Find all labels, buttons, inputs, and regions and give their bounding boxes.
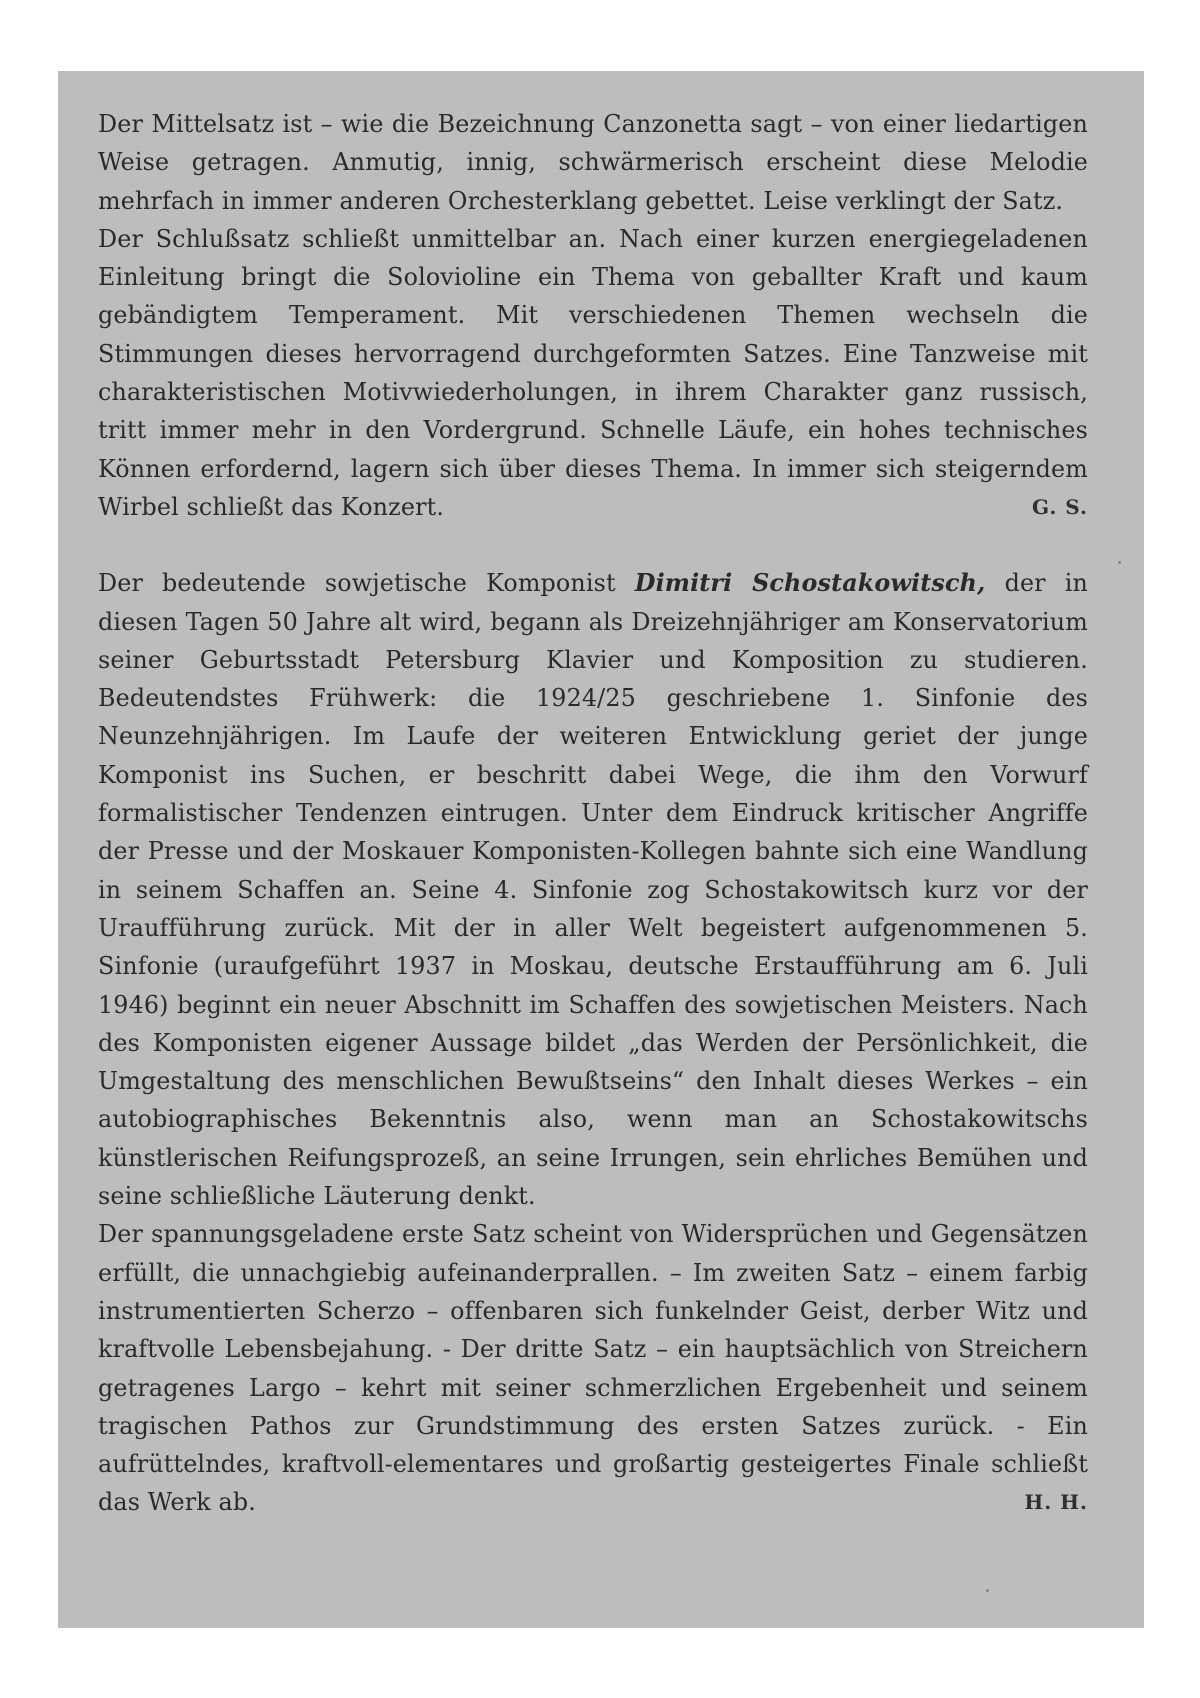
section-divider-space	[98, 526, 1088, 564]
paragraph-sinfonie-saetze-text: Der spannungsgeladene erste Satz scheint von Widersprüchen und Gegensätzen erfüllt, die unnachgiebig aufeinanderprallen. – Im zweiten Satz – einem farbig instrumentierten Scherzo – offenbaren sich funkelnder Geist, derber Witz und kraftvolle Lebensbejahung. - Der dritte Satz – ein hauptsächlich von Streichern getragenes Largo – kehrt mit seiner schmerzlichen Ergebenheit und seinem tragischen Pathos zur Grundstimmung des ersten Satzes zurück. - Ein aufrüttelndes, kraftvoll-elementares und großartig gesteigertes Finale schließt das Werk ab.	[98, 1220, 1088, 1517]
signature-gs: G. S.	[1032, 494, 1088, 519]
paragraph-schostakowitsch-bio	[98, 564, 1088, 1215]
bio-intro-text: Der bedeutende sowjetische Komponist	[98, 569, 635, 598]
paragraph-sinfonie-saetze	[98, 1215, 1088, 1521]
paragraph-schlusssatz	[98, 220, 1088, 526]
paragraph-schlusssatz-text: Der Schlußsatz schließt unmittelbar an. Nach einer kurzen energiegeladenen Einleitung bringt die Solovioline ein Thema von geballter Kraft und kaum gebändigtem Temperament. Mit verschiedenen Themen wechseln die Stimmungen dieses hervorragend durchgeformten Satzes. Eine Tanzweise mit charakteristischen Motivwiederholungen, in ihrem Charakter ganz russisch, tritt immer mehr in den Vordergrund. Schnelle Läufe, ein hohes technisches Können erfordernd, lagern sich über dieses Thema. In immer sich steigerndem Wirbel schließt das Konzert.	[98, 224, 1088, 521]
paper-speck	[1118, 561, 1121, 564]
composer-name: Dimitri Schostakowitsch,	[634, 569, 986, 598]
document-page	[58, 71, 1144, 1628]
signature-hh: H. H.	[1024, 1490, 1088, 1515]
paper-speck	[986, 1589, 989, 1592]
paragraph-canzonetta: Der Mittelsatz ist – wie die Bezeichnung Canzonetta sagt – von einer liedartigen Weise getragen. Anmutig, innig, schwärmerisch erscheint diese Melodie mehrfach in immer anderen Orchesterklang gebettet. Leise verklingt der Satz.	[98, 110, 1088, 215]
bio-body-text: der in diesen Tagen 50 Jahre alt wird, begann als Dreizehnjähriger am Konservatorium seiner Geburtsstadt Petersburg Klavier und Komposition zu studieren. Bedeutendstes Frühwerk: die 1924/25 geschriebene 1. Sinfonie des Neunzehnjährigen. Im Laufe der weiteren Entwicklung geriet der junge Komponist ins Suchen, er beschritt dabei Wege, die ihm den Vorwurf formalistischer Tendenzen eintrugen. Unter dem Eindruck kritischer Angriffe der Presse und der Moskauer Komponisten-Kollegen bahnte sich eine Wandlung in seinem Schaffen an. Seine 4. Sinfonie zog Schostakowitsch kurz vor der Uraufführung zurück. Mit der in aller Welt begeistert aufgenommenen 5. Sinfonie (uraufgeführt 1937 in Moskau, deutsche Erstaufführung am 6. Juli 1946) beginnt ein neuer Abschnitt im Schaffen des sowjetischen Meisters. Nach des Komponisten eigener Aussage bildet „das Werden der Persönlichkeit, die Umgestaltung des menschlichen Bewußtseins“ den Inhalt dieses Werkes – ein autobiographisches Bekenntnis also, wenn man an Schostakowitschs künstlerischen Reifungsprozeß, an seine Irrungen, sein ehrliches Bemühen und seine schließliche Läuterung denkt.	[98, 569, 1089, 1211]
